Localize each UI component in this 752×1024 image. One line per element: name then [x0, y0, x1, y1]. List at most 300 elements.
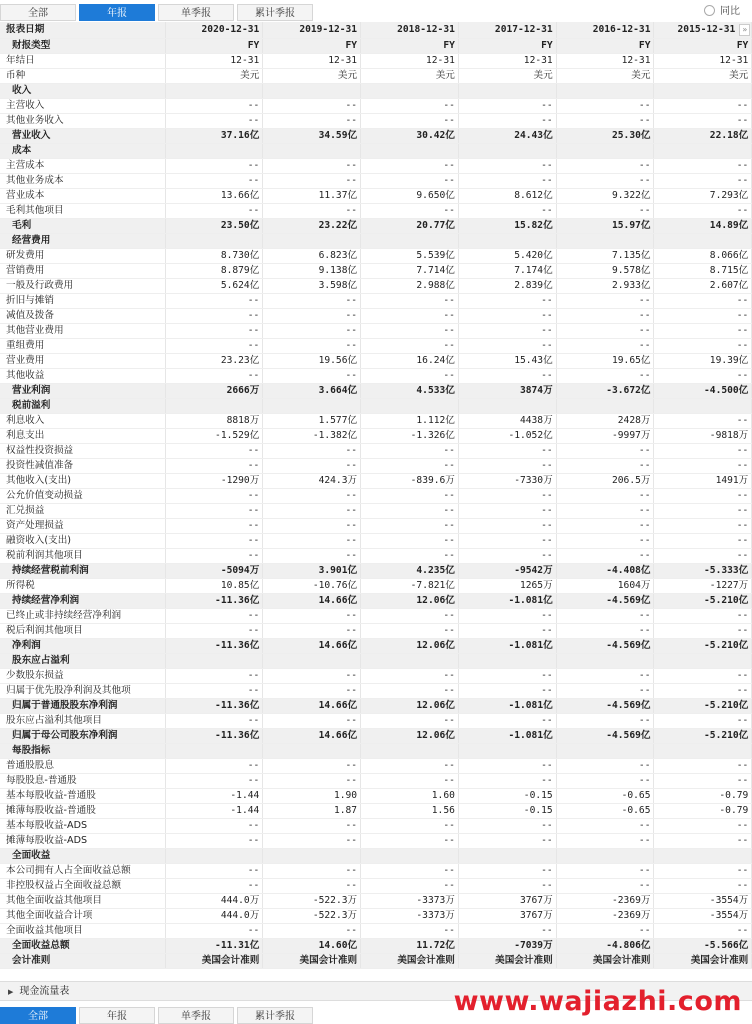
- table-row: [0, 593, 752, 608]
- value-cell: --: [165, 683, 263, 698]
- value-cell: -5.210亿: [654, 728, 752, 743]
- value-cell: 12-31: [263, 53, 361, 68]
- value-cell: [263, 233, 361, 248]
- row-label: 营业费用: [0, 353, 165, 368]
- value-cell: --: [165, 158, 263, 173]
- value-cell: --: [361, 173, 459, 188]
- row-label: 主营成本: [0, 158, 165, 173]
- bottom-tab-annual[interactable]: 年报: [79, 1007, 155, 1024]
- value-cell: -1.081亿: [458, 728, 556, 743]
- value-cell: --: [458, 308, 556, 323]
- value-cell: --: [361, 608, 459, 623]
- value-cell: --: [654, 623, 752, 638]
- value-cell: --: [654, 368, 752, 383]
- value-cell: --: [458, 878, 556, 893]
- value-cell: 美国会计准则: [556, 953, 654, 968]
- value-cell: --: [556, 308, 654, 323]
- value-cell: --: [263, 758, 361, 773]
- value-cell: [458, 233, 556, 248]
- value-cell: --: [654, 413, 752, 428]
- value-cell: -3373万: [361, 893, 459, 908]
- value-cell: --: [654, 548, 752, 563]
- value-cell: -7330万: [458, 473, 556, 488]
- value-cell: -3373万: [361, 908, 459, 923]
- row-label: 基本每股收益-普通股: [0, 788, 165, 803]
- value-cell: 6.823亿: [263, 248, 361, 263]
- value-cell: 23.23亿: [165, 353, 263, 368]
- value-cell: -1.081亿: [458, 593, 556, 608]
- value-cell: 1.87: [263, 803, 361, 818]
- row-label: 其他全面收益其他项目: [0, 893, 165, 908]
- header-label: 报表日期: [0, 22, 165, 38]
- row-label: 其他收入(支出): [0, 473, 165, 488]
- value-cell: -1.44: [165, 788, 263, 803]
- value-cell: --: [263, 623, 361, 638]
- value-cell: --: [556, 833, 654, 848]
- value-cell: --: [263, 203, 361, 218]
- table-row: [0, 893, 752, 908]
- table-row: [0, 503, 752, 518]
- section-row: [0, 653, 752, 668]
- value-cell: --: [458, 773, 556, 788]
- value-cell: 5.420亿: [458, 248, 556, 263]
- bottom-tab-cumulative-quarter[interactable]: 累计季报: [237, 1007, 313, 1024]
- value-cell: 20.77亿: [361, 218, 459, 233]
- row-label: 本公司拥有人占全面收益总额: [0, 863, 165, 878]
- value-cell: 15.43亿: [458, 353, 556, 368]
- value-cell: --: [654, 758, 752, 773]
- value-cell: --: [556, 668, 654, 683]
- value-cell: 2.988亿: [361, 278, 459, 293]
- value-cell: 9.578亿: [556, 263, 654, 278]
- value-cell: -5094万: [165, 563, 263, 578]
- section-row: [0, 83, 752, 98]
- value-cell: 1.56: [361, 803, 459, 818]
- value-cell: 12.06亿: [361, 638, 459, 653]
- value-cell: [556, 398, 654, 413]
- bottom-tab-single-quarter[interactable]: 单季报: [158, 1007, 234, 1024]
- table-row: [0, 443, 752, 458]
- value-cell: 5.624亿: [165, 278, 263, 293]
- value-cell: [556, 143, 654, 158]
- watermark: www.wajiazhi.com: [453, 986, 742, 1017]
- value-cell: 8.715亿: [654, 263, 752, 278]
- value-cell: 34.59亿: [263, 128, 361, 143]
- date-col-3: 2017-12-31: [458, 22, 556, 38]
- value-cell: --: [458, 293, 556, 308]
- value-cell: --: [263, 683, 361, 698]
- value-cell: 9.138亿: [263, 263, 361, 278]
- value-cell: -1227万: [654, 578, 752, 593]
- value-cell: --: [361, 338, 459, 353]
- value-cell: --: [263, 773, 361, 788]
- row-label: 持续经营税前利润: [0, 563, 165, 578]
- value-cell: [165, 83, 263, 98]
- value-cell: --: [165, 368, 263, 383]
- value-cell: --: [165, 488, 263, 503]
- table-row: [0, 293, 752, 308]
- row-label: 其他全面收益合计项: [0, 908, 165, 923]
- value-cell: --: [361, 503, 459, 518]
- value-cell: 1265万: [458, 578, 556, 593]
- value-cell: --: [361, 923, 459, 938]
- value-cell: 1491万: [654, 473, 752, 488]
- value-cell: 12.06亿: [361, 698, 459, 713]
- row-label: 重组费用: [0, 338, 165, 353]
- value-cell: --: [556, 683, 654, 698]
- table-row: [0, 218, 752, 233]
- value-cell: --: [361, 773, 459, 788]
- table-row: [0, 263, 752, 278]
- value-cell: -3554万: [654, 908, 752, 923]
- value-cell: 3874万: [458, 383, 556, 398]
- value-cell: 4.235亿: [361, 563, 459, 578]
- table-row: [0, 833, 752, 848]
- value-cell: --: [556, 923, 654, 938]
- value-cell: -4.500亿: [654, 383, 752, 398]
- value-cell: [556, 83, 654, 98]
- value-cell: 7.135亿: [556, 248, 654, 263]
- value-cell: --: [654, 113, 752, 128]
- value-cell: --: [361, 518, 459, 533]
- value-cell: --: [654, 308, 752, 323]
- value-cell: --: [458, 608, 556, 623]
- value-cell: --: [654, 533, 752, 548]
- value-cell: 1.90: [263, 788, 361, 803]
- value-cell: 22.18亿: [654, 128, 752, 143]
- value-cell: 7.714亿: [361, 263, 459, 278]
- value-cell: --: [654, 818, 752, 833]
- value-cell: 4438万: [458, 413, 556, 428]
- value-cell: --: [556, 773, 654, 788]
- row-label: 普通股股息: [0, 758, 165, 773]
- value-cell: --: [165, 623, 263, 638]
- table-row: [0, 758, 752, 773]
- value-cell: --: [654, 443, 752, 458]
- value-cell: --: [654, 713, 752, 728]
- row-label: 每股股息-普通股: [0, 773, 165, 788]
- table-row: [0, 188, 752, 203]
- table-row: [0, 428, 752, 443]
- value-cell: [165, 233, 263, 248]
- row-label: 其他业务成本: [0, 173, 165, 188]
- value-cell: --: [165, 863, 263, 878]
- yoy-toggle[interactable]: [704, 4, 740, 20]
- value-cell: -5.566亿: [654, 938, 752, 953]
- value-cell: 美元: [556, 68, 654, 83]
- value-cell: 15.82亿: [458, 218, 556, 233]
- value-cell: --: [556, 203, 654, 218]
- value-cell: --: [556, 623, 654, 638]
- value-cell: --: [361, 308, 459, 323]
- value-cell: --: [165, 503, 263, 518]
- table-row: [0, 683, 752, 698]
- tab-cumulative-quarter[interactable]: 累计季报: [237, 4, 313, 21]
- value-cell: -9542万: [458, 563, 556, 578]
- value-cell: --: [263, 458, 361, 473]
- row-label: 投资性减值准备: [0, 458, 165, 473]
- income-statement-table: [0, 22, 752, 969]
- table-row: [0, 713, 752, 728]
- value-cell: 16.24亿: [361, 353, 459, 368]
- row-label: 成本: [0, 143, 165, 158]
- value-cell: --: [458, 863, 556, 878]
- value-cell: [263, 653, 361, 668]
- value-cell: --: [556, 758, 654, 773]
- value-cell: --: [556, 323, 654, 338]
- value-cell: -11.36亿: [165, 638, 263, 653]
- table-row: [0, 308, 752, 323]
- table-row: [0, 323, 752, 338]
- cash-flow-label: 现金流量表: [19, 986, 70, 997]
- value-cell: [654, 233, 752, 248]
- value-cell: -1.081亿: [458, 638, 556, 653]
- value-cell: 美元: [263, 68, 361, 83]
- table-row: [0, 173, 752, 188]
- value-cell: --: [165, 113, 263, 128]
- value-cell: -9818万: [654, 428, 752, 443]
- tab-single-quarter[interactable]: 单季报: [158, 4, 234, 21]
- value-cell: [654, 83, 752, 98]
- value-cell: 14.66亿: [263, 698, 361, 713]
- report-period-tabs: [0, 0, 752, 22]
- date-col-0: 2020-12-31: [165, 22, 263, 38]
- bottom-tab-all[interactable]: 全部: [0, 1007, 76, 1024]
- yoy-radio-icon[interactable]: [704, 5, 715, 16]
- value-cell: 12-31: [654, 53, 752, 68]
- table-row: [0, 578, 752, 593]
- table-row: [0, 803, 752, 818]
- value-cell: 2428万: [556, 413, 654, 428]
- table-row: [0, 338, 752, 353]
- value-cell: --: [654, 863, 752, 878]
- scroll-right-icon[interactable]: »: [739, 24, 750, 36]
- value-cell: --: [556, 608, 654, 623]
- value-cell: 1.112亿: [361, 413, 459, 428]
- value-cell: --: [263, 173, 361, 188]
- value-cell: --: [458, 758, 556, 773]
- table-row: [0, 113, 752, 128]
- value-cell: --: [165, 533, 263, 548]
- value-cell: --: [654, 458, 752, 473]
- value-cell: --: [263, 878, 361, 893]
- table-row: [0, 128, 752, 143]
- value-cell: 7.293亿: [654, 188, 752, 203]
- table-row: [0, 383, 752, 398]
- value-cell: 9.322亿: [556, 188, 654, 203]
- value-cell: 3.664亿: [263, 383, 361, 398]
- income-statement-table-wrap: [0, 22, 752, 969]
- table-row: [0, 533, 752, 548]
- value-cell: --: [556, 503, 654, 518]
- table-row: [0, 203, 752, 218]
- value-cell: -7.821亿: [361, 578, 459, 593]
- row-label: 全面收益其他项目: [0, 923, 165, 938]
- row-label: 主营收入: [0, 98, 165, 113]
- tab-all[interactable]: 全部: [0, 4, 76, 21]
- value-cell: 1604万: [556, 578, 654, 593]
- value-cell: 14.66亿: [263, 638, 361, 653]
- value-cell: 3.901亿: [263, 563, 361, 578]
- value-cell: --: [165, 713, 263, 728]
- value-cell: --: [361, 98, 459, 113]
- value-cell: -4.569亿: [556, 638, 654, 653]
- table-row: [0, 488, 752, 503]
- value-cell: --: [654, 323, 752, 338]
- date-col-4: 2016-12-31: [556, 22, 654, 38]
- row-label: 毛利其他项目: [0, 203, 165, 218]
- value-cell: -11.31亿: [165, 938, 263, 953]
- value-cell: --: [556, 518, 654, 533]
- value-cell: --: [361, 548, 459, 563]
- value-cell: --: [654, 923, 752, 938]
- date-col-1: 2019-12-31: [263, 22, 361, 38]
- value-cell: 444.0万: [165, 908, 263, 923]
- value-cell: --: [361, 323, 459, 338]
- table-row: [0, 788, 752, 803]
- value-cell: [654, 848, 752, 863]
- value-cell: 15.97亿: [556, 218, 654, 233]
- value-cell: --: [263, 503, 361, 518]
- value-cell: --: [654, 203, 752, 218]
- value-cell: 12.06亿: [361, 728, 459, 743]
- row-label: 摊薄每股收益-ADS: [0, 833, 165, 848]
- value-cell: [165, 143, 263, 158]
- value-cell: -0.15: [458, 788, 556, 803]
- value-cell: --: [556, 713, 654, 728]
- value-cell: --: [263, 368, 361, 383]
- value-cell: 424.3万: [263, 473, 361, 488]
- table-row: [0, 638, 752, 653]
- value-cell: --: [458, 203, 556, 218]
- value-cell: --: [165, 923, 263, 938]
- value-cell: 12-31: [361, 53, 459, 68]
- value-cell: --: [263, 308, 361, 323]
- table-row: [0, 458, 752, 473]
- row-label: 公允价值变动损益: [0, 488, 165, 503]
- value-cell: -522.3万: [263, 908, 361, 923]
- value-cell: --: [263, 863, 361, 878]
- value-cell: [458, 848, 556, 863]
- section-row: [0, 743, 752, 758]
- value-cell: -4.569亿: [556, 698, 654, 713]
- value-cell: [361, 83, 459, 98]
- row-label: 非控股权益占全面收益总额: [0, 878, 165, 893]
- value-cell: [458, 83, 556, 98]
- value-cell: --: [556, 878, 654, 893]
- section-row: [0, 233, 752, 248]
- value-cell: [361, 398, 459, 413]
- row-label: 已终止或非持续经营净利润: [0, 608, 165, 623]
- value-cell: [361, 743, 459, 758]
- value-cell: [654, 398, 752, 413]
- row-label: 毛利: [0, 218, 165, 233]
- row-label: 经营费用: [0, 233, 165, 248]
- value-cell: -4.569亿: [556, 728, 654, 743]
- value-cell: -1.052亿: [458, 428, 556, 443]
- value-cell: 14.89亿: [654, 218, 752, 233]
- value-cell: 14.66亿: [263, 593, 361, 608]
- value-cell: --: [263, 323, 361, 338]
- value-cell: --: [458, 113, 556, 128]
- value-cell: 美国会计准则: [654, 953, 752, 968]
- row-label: 权益性投资损益: [0, 443, 165, 458]
- value-cell: -0.15: [458, 803, 556, 818]
- value-cell: --: [361, 488, 459, 503]
- value-cell: 1.60: [361, 788, 459, 803]
- value-cell: --: [556, 368, 654, 383]
- value-cell: --: [654, 338, 752, 353]
- value-cell: --: [263, 98, 361, 113]
- value-cell: -0.65: [556, 803, 654, 818]
- value-cell: --: [458, 833, 556, 848]
- value-cell: 8818万: [165, 413, 263, 428]
- value-cell: 4.533亿: [361, 383, 459, 398]
- value-cell: --: [165, 458, 263, 473]
- value-cell: 23.22亿: [263, 218, 361, 233]
- row-label: 每股指标: [0, 743, 165, 758]
- value-cell: [458, 653, 556, 668]
- value-cell: 3767万: [458, 893, 556, 908]
- row-label: 会计准则: [0, 953, 165, 968]
- value-cell: --: [556, 338, 654, 353]
- tab-annual[interactable]: 年报: [79, 4, 155, 21]
- value-cell: 444.0万: [165, 893, 263, 908]
- value-cell: --: [654, 878, 752, 893]
- date-col-5: [654, 22, 752, 38]
- value-cell: 美元: [165, 68, 263, 83]
- value-cell: --: [165, 293, 263, 308]
- value-cell: 37.16亿: [165, 128, 263, 143]
- value-cell: -2369万: [556, 908, 654, 923]
- value-cell: [556, 743, 654, 758]
- value-cell: --: [361, 293, 459, 308]
- row-label: 摊薄每股收益-普通股: [0, 803, 165, 818]
- value-cell: --: [165, 323, 263, 338]
- value-cell: -4.408亿: [556, 563, 654, 578]
- value-cell: --: [458, 488, 556, 503]
- value-cell: --: [458, 683, 556, 698]
- value-cell: --: [263, 488, 361, 503]
- value-cell: [165, 653, 263, 668]
- value-cell: --: [458, 818, 556, 833]
- table-row: [0, 818, 752, 833]
- value-cell: --: [556, 863, 654, 878]
- value-cell: -1.382亿: [263, 428, 361, 443]
- value-cell: --: [458, 923, 556, 938]
- row-label: 股东应占溢利其他项目: [0, 713, 165, 728]
- value-cell: --: [654, 833, 752, 848]
- value-cell: --: [654, 668, 752, 683]
- table-row: [0, 53, 752, 68]
- value-cell: --: [556, 548, 654, 563]
- value-cell: --: [165, 98, 263, 113]
- value-cell: --: [556, 488, 654, 503]
- value-cell: -1.529亿: [165, 428, 263, 443]
- expand-triangle-icon: ▶: [8, 988, 14, 996]
- table-row: [0, 548, 752, 563]
- value-cell: 美国会计准则: [361, 953, 459, 968]
- value-cell: --: [361, 203, 459, 218]
- value-cell: --: [165, 443, 263, 458]
- value-cell: 美元: [458, 68, 556, 83]
- row-label: 税前溢利: [0, 398, 165, 413]
- value-cell: 8.879亿: [165, 263, 263, 278]
- value-cell: 19.39亿: [654, 353, 752, 368]
- value-cell: [263, 143, 361, 158]
- value-cell: 美国会计准则: [263, 953, 361, 968]
- value-cell: --: [165, 548, 263, 563]
